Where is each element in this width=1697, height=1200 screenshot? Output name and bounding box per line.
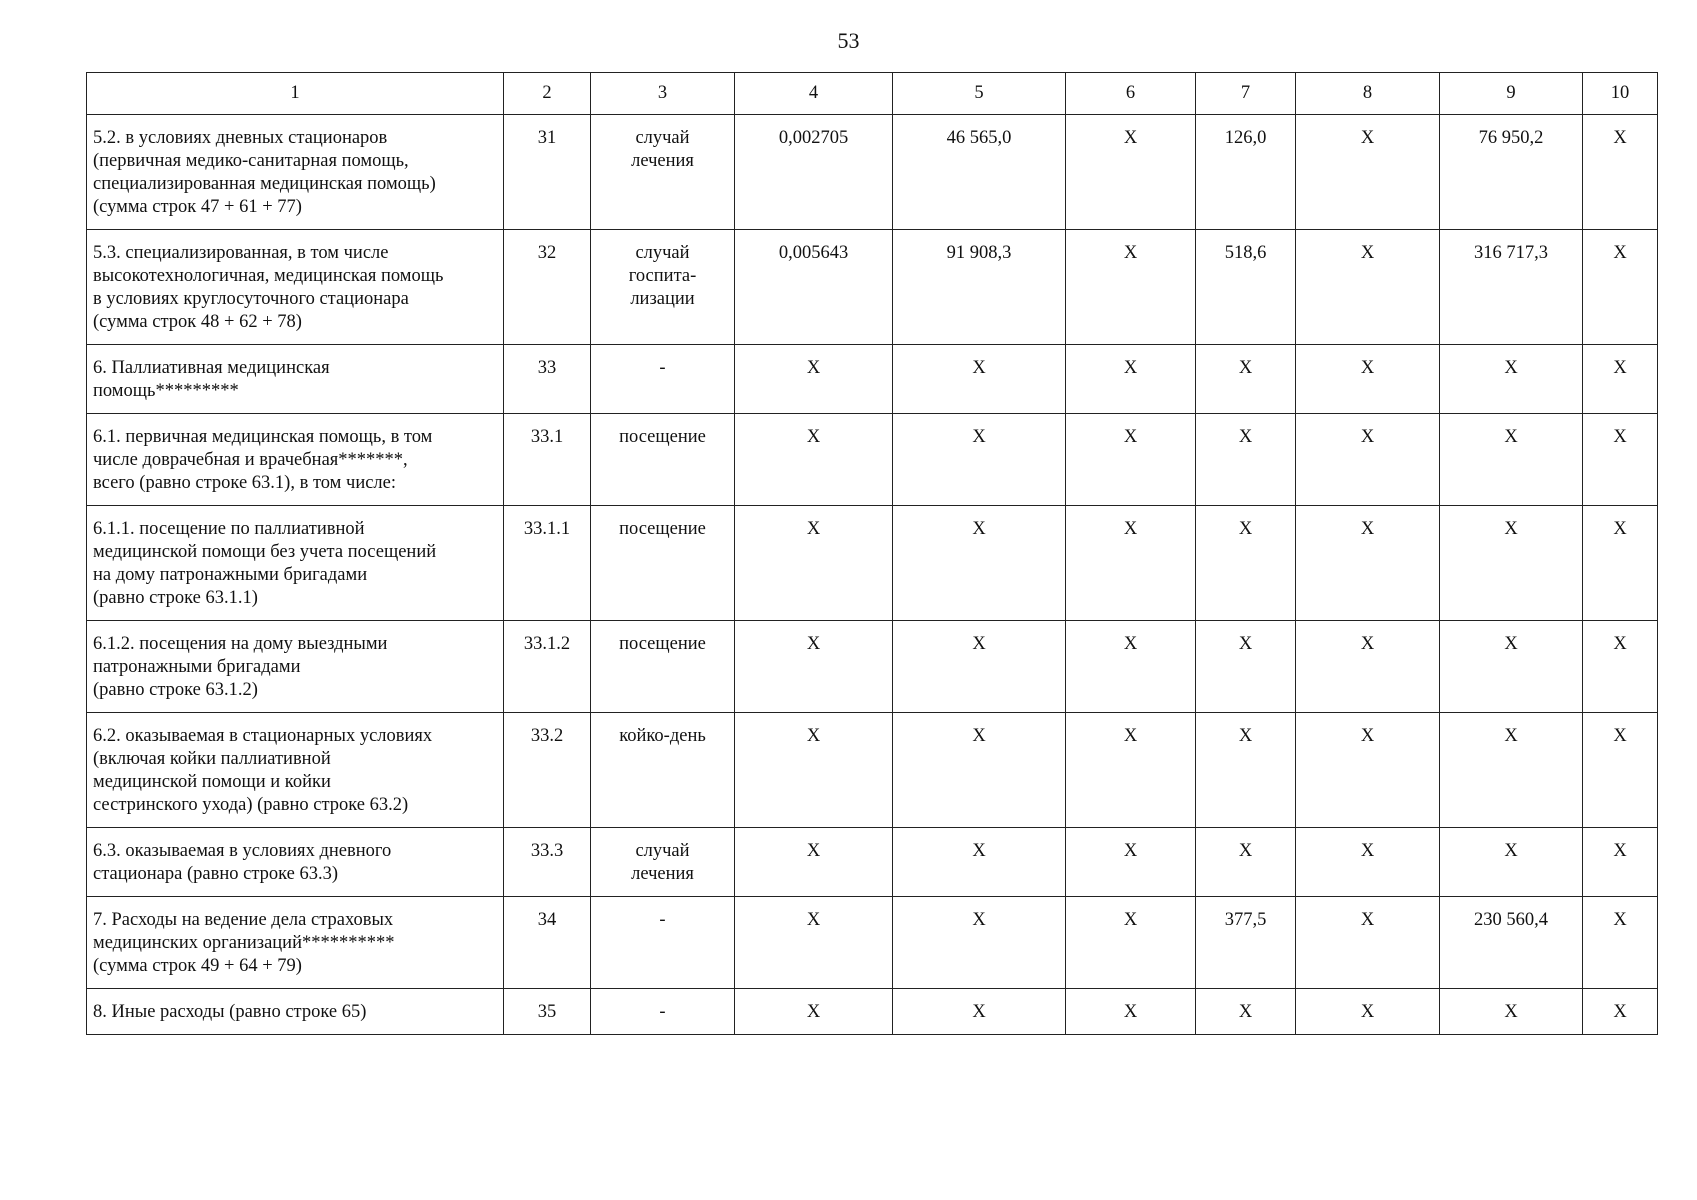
table-cell: Х [735,713,893,828]
row-name-cell: 5.3. специализированная, в том числе высокотехнологичная, медицинская помощь в условиях круглосуточного стационара (сумма строк 48 + 62 + 78) [87,230,504,345]
table-cell: Х [1196,621,1296,713]
table-cell: Х [1440,989,1583,1035]
unit-cell: случай госпита- лизации [591,230,735,345]
unit-cell: посещение [591,621,735,713]
table-cell: Х [1296,897,1440,989]
table-cell: Х [1440,621,1583,713]
table-cell: Х [735,897,893,989]
table-cell: 377,5 [1196,897,1296,989]
table-cell: Х [1066,506,1196,621]
table-cell: Х [735,414,893,506]
table-row [87,897,1658,989]
table-cell: Х [1066,115,1196,230]
table-cell: Х [1066,828,1196,897]
table-cell: 0,002705 [735,115,893,230]
table-cell: 126,0 [1196,115,1296,230]
table-cell: Х [1583,828,1658,897]
table-cell: 0,005643 [735,230,893,345]
row-number-cell: 33.1 [504,414,591,506]
table-cell: Х [1196,506,1296,621]
table-cell: Х [1196,414,1296,506]
table-cell: Х [893,506,1066,621]
table-cell: Х [893,713,1066,828]
table-cell: Х [1296,345,1440,414]
table-cell: Х [1583,115,1658,230]
table-header-row [87,73,1658,115]
table-cell: Х [1296,115,1440,230]
row-number-cell: 33.1.1 [504,506,591,621]
row-number-cell: 32 [504,230,591,345]
data-table [86,72,1658,1035]
column-header: 10 [1583,73,1658,115]
table-cell: 518,6 [1196,230,1296,345]
table-cell: Х [893,989,1066,1035]
table-cell: Х [1583,230,1658,345]
table-cell: Х [1196,828,1296,897]
table-cell: 46 565,0 [893,115,1066,230]
unit-cell: - [591,989,735,1035]
table-row [87,713,1658,828]
row-number-cell: 31 [504,115,591,230]
table-cell: Х [1583,897,1658,989]
table-cell: Х [1583,345,1658,414]
table-cell: 76 950,2 [1440,115,1583,230]
column-header: 2 [504,73,591,115]
column-header: 3 [591,73,735,115]
table-cell: Х [1440,828,1583,897]
table-cell: Х [735,621,893,713]
table-cell: Х [893,897,1066,989]
table-cell: Х [1066,713,1196,828]
table-cell: Х [1296,506,1440,621]
table-cell: Х [1440,506,1583,621]
table-cell: Х [735,828,893,897]
row-name-cell: 6.3. оказываемая в условиях дневного стационара (равно строке 63.3) [87,828,504,897]
column-header: 8 [1296,73,1440,115]
table-cell: Х [893,414,1066,506]
table-cell: Х [735,989,893,1035]
table-cell: Х [1296,828,1440,897]
row-name-cell: 6. Паллиативная медицинская помощь********* [87,345,504,414]
column-header: 9 [1440,73,1583,115]
table-cell: Х [1583,989,1658,1035]
unit-cell: койко-день [591,713,735,828]
table-cell: Х [1196,345,1296,414]
table-row [87,621,1658,713]
table-cell: Х [1583,713,1658,828]
table-cell: Х [1196,989,1296,1035]
unit-cell: посещение [591,506,735,621]
row-name-cell: 6.1.1. посещение по паллиативной медицинской помощи без учета посещений на дому патронажными бригадами (равно строке 63.1.1) [87,506,504,621]
unit-cell: случай лечения [591,115,735,230]
column-header: 4 [735,73,893,115]
table-cell: Х [735,506,893,621]
unit-cell: - [591,897,735,989]
table-row [87,230,1658,345]
table-cell: Х [1583,414,1658,506]
row-number-cell: 35 [504,989,591,1035]
row-name-cell: 8. Иные расходы (равно строке 65) [87,989,504,1035]
table-cell: Х [1066,989,1196,1035]
table-cell: Х [1066,230,1196,345]
table-cell: Х [893,621,1066,713]
table-cell: 91 908,3 [893,230,1066,345]
table-cell: 230 560,4 [1440,897,1583,989]
unit-cell: случай лечения [591,828,735,897]
table-cell: Х [1296,989,1440,1035]
row-name-cell: 6.2. оказываемая в стационарных условиях (включая койки паллиативной медицинской помощи и койки сестринского ухода) (равно строке 63.2) [87,713,504,828]
table-cell: Х [1440,713,1583,828]
unit-cell: посещение [591,414,735,506]
table-cell: Х [1583,506,1658,621]
table-cell: Х [1583,621,1658,713]
table-cell: Х [1066,621,1196,713]
table-row [87,506,1658,621]
table-row [87,345,1658,414]
table-cell: Х [1296,230,1440,345]
table-cell: 316 717,3 [1440,230,1583,345]
table-cell: Х [1296,414,1440,506]
table-cell: Х [1440,414,1583,506]
table-cell: Х [1296,621,1440,713]
row-name-cell: 7. Расходы на ведение дела страховых медицинских организаций********** (сумма строк 49 + 64 + 79) [87,897,504,989]
table-cell: Х [1196,713,1296,828]
row-number-cell: 33.2 [504,713,591,828]
row-number-cell: 33.1.2 [504,621,591,713]
table-row [87,828,1658,897]
table-cell: Х [1440,345,1583,414]
table-row [87,989,1658,1035]
column-header: 5 [893,73,1066,115]
row-name-cell: 6.1.2. посещения на дому выездными патронажными бригадами (равно строке 63.1.2) [87,621,504,713]
table-cell: Х [893,345,1066,414]
row-name-cell: 6.1. первичная медицинская помощь, в том числе доврачебная и врачебная*******, всего (равно строке 63.1), в том числе: [87,414,504,506]
row-number-cell: 34 [504,897,591,989]
column-header: 1 [87,73,504,115]
column-header: 7 [1196,73,1296,115]
column-header: 6 [1066,73,1196,115]
table-cell: Х [735,345,893,414]
table-cell: Х [1066,414,1196,506]
table-cell: Х [1296,713,1440,828]
table-row [87,414,1658,506]
row-number-cell: 33 [504,345,591,414]
row-number-cell: 33.3 [504,828,591,897]
table-cell: Х [1066,897,1196,989]
table-row [87,115,1658,230]
table-cell: Х [1066,345,1196,414]
page-number: 53 [837,28,860,53]
unit-cell: - [591,345,735,414]
row-name-cell: 5.2. в условиях дневных стационаров (первичная медико-санитарная помощь, специализированная медицинская помощь) (сумма строк 47 + 61 + 77) [87,115,504,230]
table-cell: Х [893,828,1066,897]
